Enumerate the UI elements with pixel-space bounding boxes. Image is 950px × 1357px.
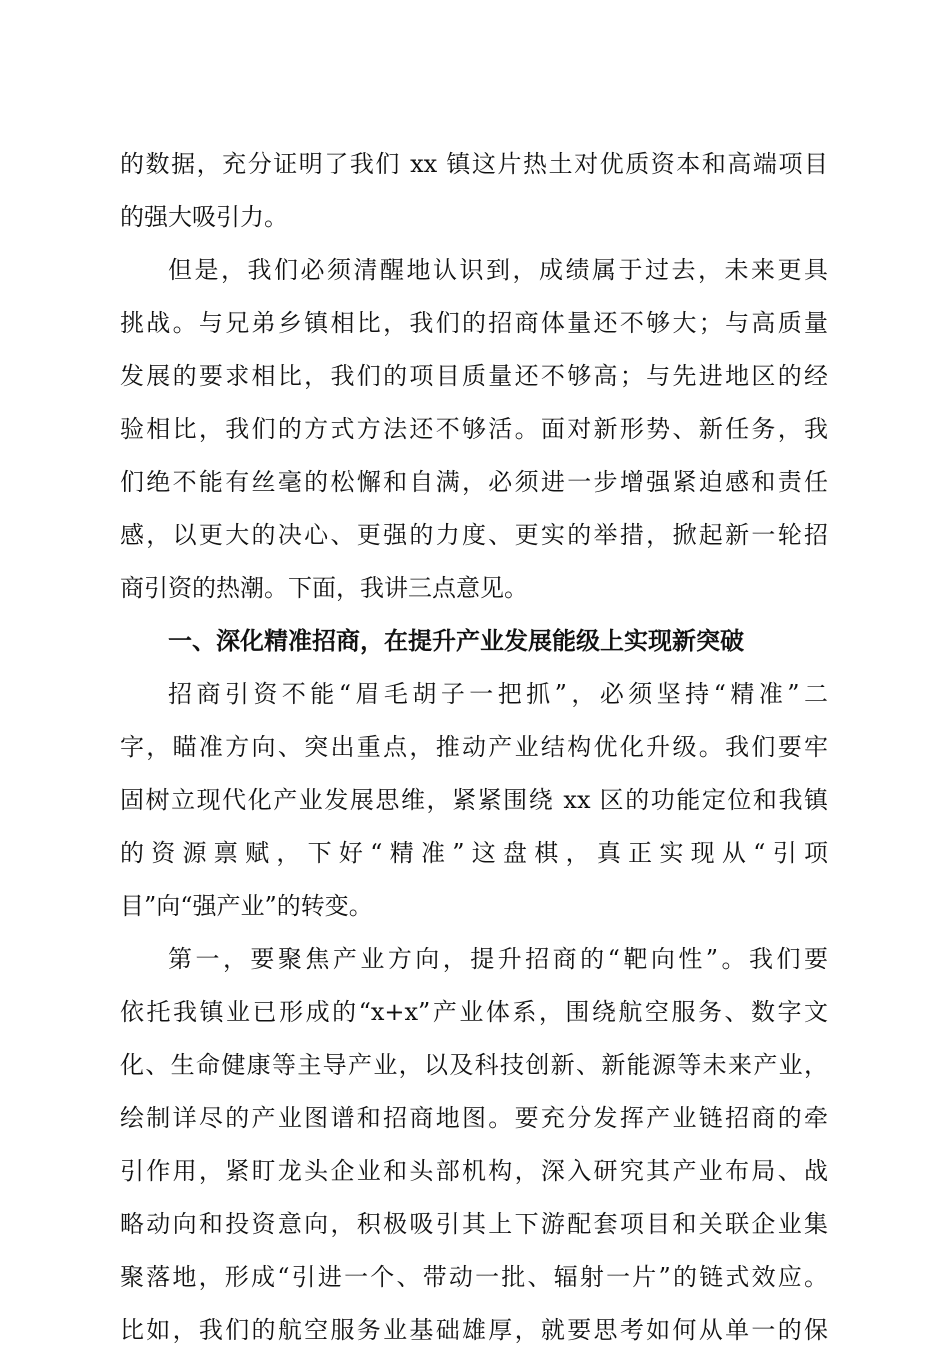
text-line: 商引资的热潮。下面，我讲三点意见。 [120,574,528,602]
text-line: 字，瞄准方向、突出重点，推动产业结构优化升级。我们要牢 [120,733,828,761]
text-line: 的资源禀赋，下好“精准”这盘棋，真正实现从“引项 [120,839,828,867]
text-line: 绘制详尽的产业图谱和招商地图。要充分发挥产业链招商的牵 [120,1104,828,1132]
section-heading: 一、深化精准招商，在提升产业发展能级上实现新突破 [168,627,744,655]
text-line: 目”向“强产业”的转变。 [120,892,373,920]
text-line: 略动向和投资意向，积极吸引其上下游配套项目和关联企业集 [120,1210,828,1238]
text-line: 化、生命健康等主导产业，以及科技创新、新能源等未来产业， [120,1051,828,1079]
text-line: 验相比，我们的方式方法还不够活。面对新形势、新任务，我 [120,415,828,443]
text-line: 挑战。与兄弟乡镇相比，我们的招商体量还不够大；与高质量 [120,309,828,337]
text-line: 依托我镇业已形成的“x+x”产业体系，围绕航空服务、数字文 [120,998,828,1026]
text-line: 招商引资不能“眉毛胡子一把抓”，必须坚持“精准”二 [168,680,828,708]
text-line: 的强大吸引力。 [120,203,288,231]
document-page [120,138,828,1357]
text-line: 但是，我们必须清醒地认识到，成绩属于过去，未来更具 [168,256,828,284]
text-line: 固树立现代化产业发展思维，紧紧围绕 xx 区的功能定位和我镇 [120,786,828,814]
text-line: 发展的要求相比，我们的项目质量还不够高；与先进地区的经 [120,362,828,390]
text-line: 聚落地，形成“引进一个、带动一批、辐射一片”的链式效应。 [120,1263,828,1291]
text-line: 引作用，紧盯龙头企业和头部机构，深入研究其产业布局、战 [120,1157,828,1185]
text-line: 的数据，充分证明了我们 xx 镇这片热土对优质资本和高端项目 [120,150,828,178]
text-line: 第一，要聚焦产业方向，提升招商的“靶向性”。我们要 [168,945,828,973]
text-line: 感，以更大的决心、更强的力度、更实的举措，掀起新一轮招 [120,521,828,549]
text-line: 们绝不能有丝毫的松懈和自满，必须进一步增强紧迫感和责任 [120,468,828,496]
text-line: 比如，我们的航空服务业基础雄厚，就要思考如何从单一的保 [120,1316,828,1344]
